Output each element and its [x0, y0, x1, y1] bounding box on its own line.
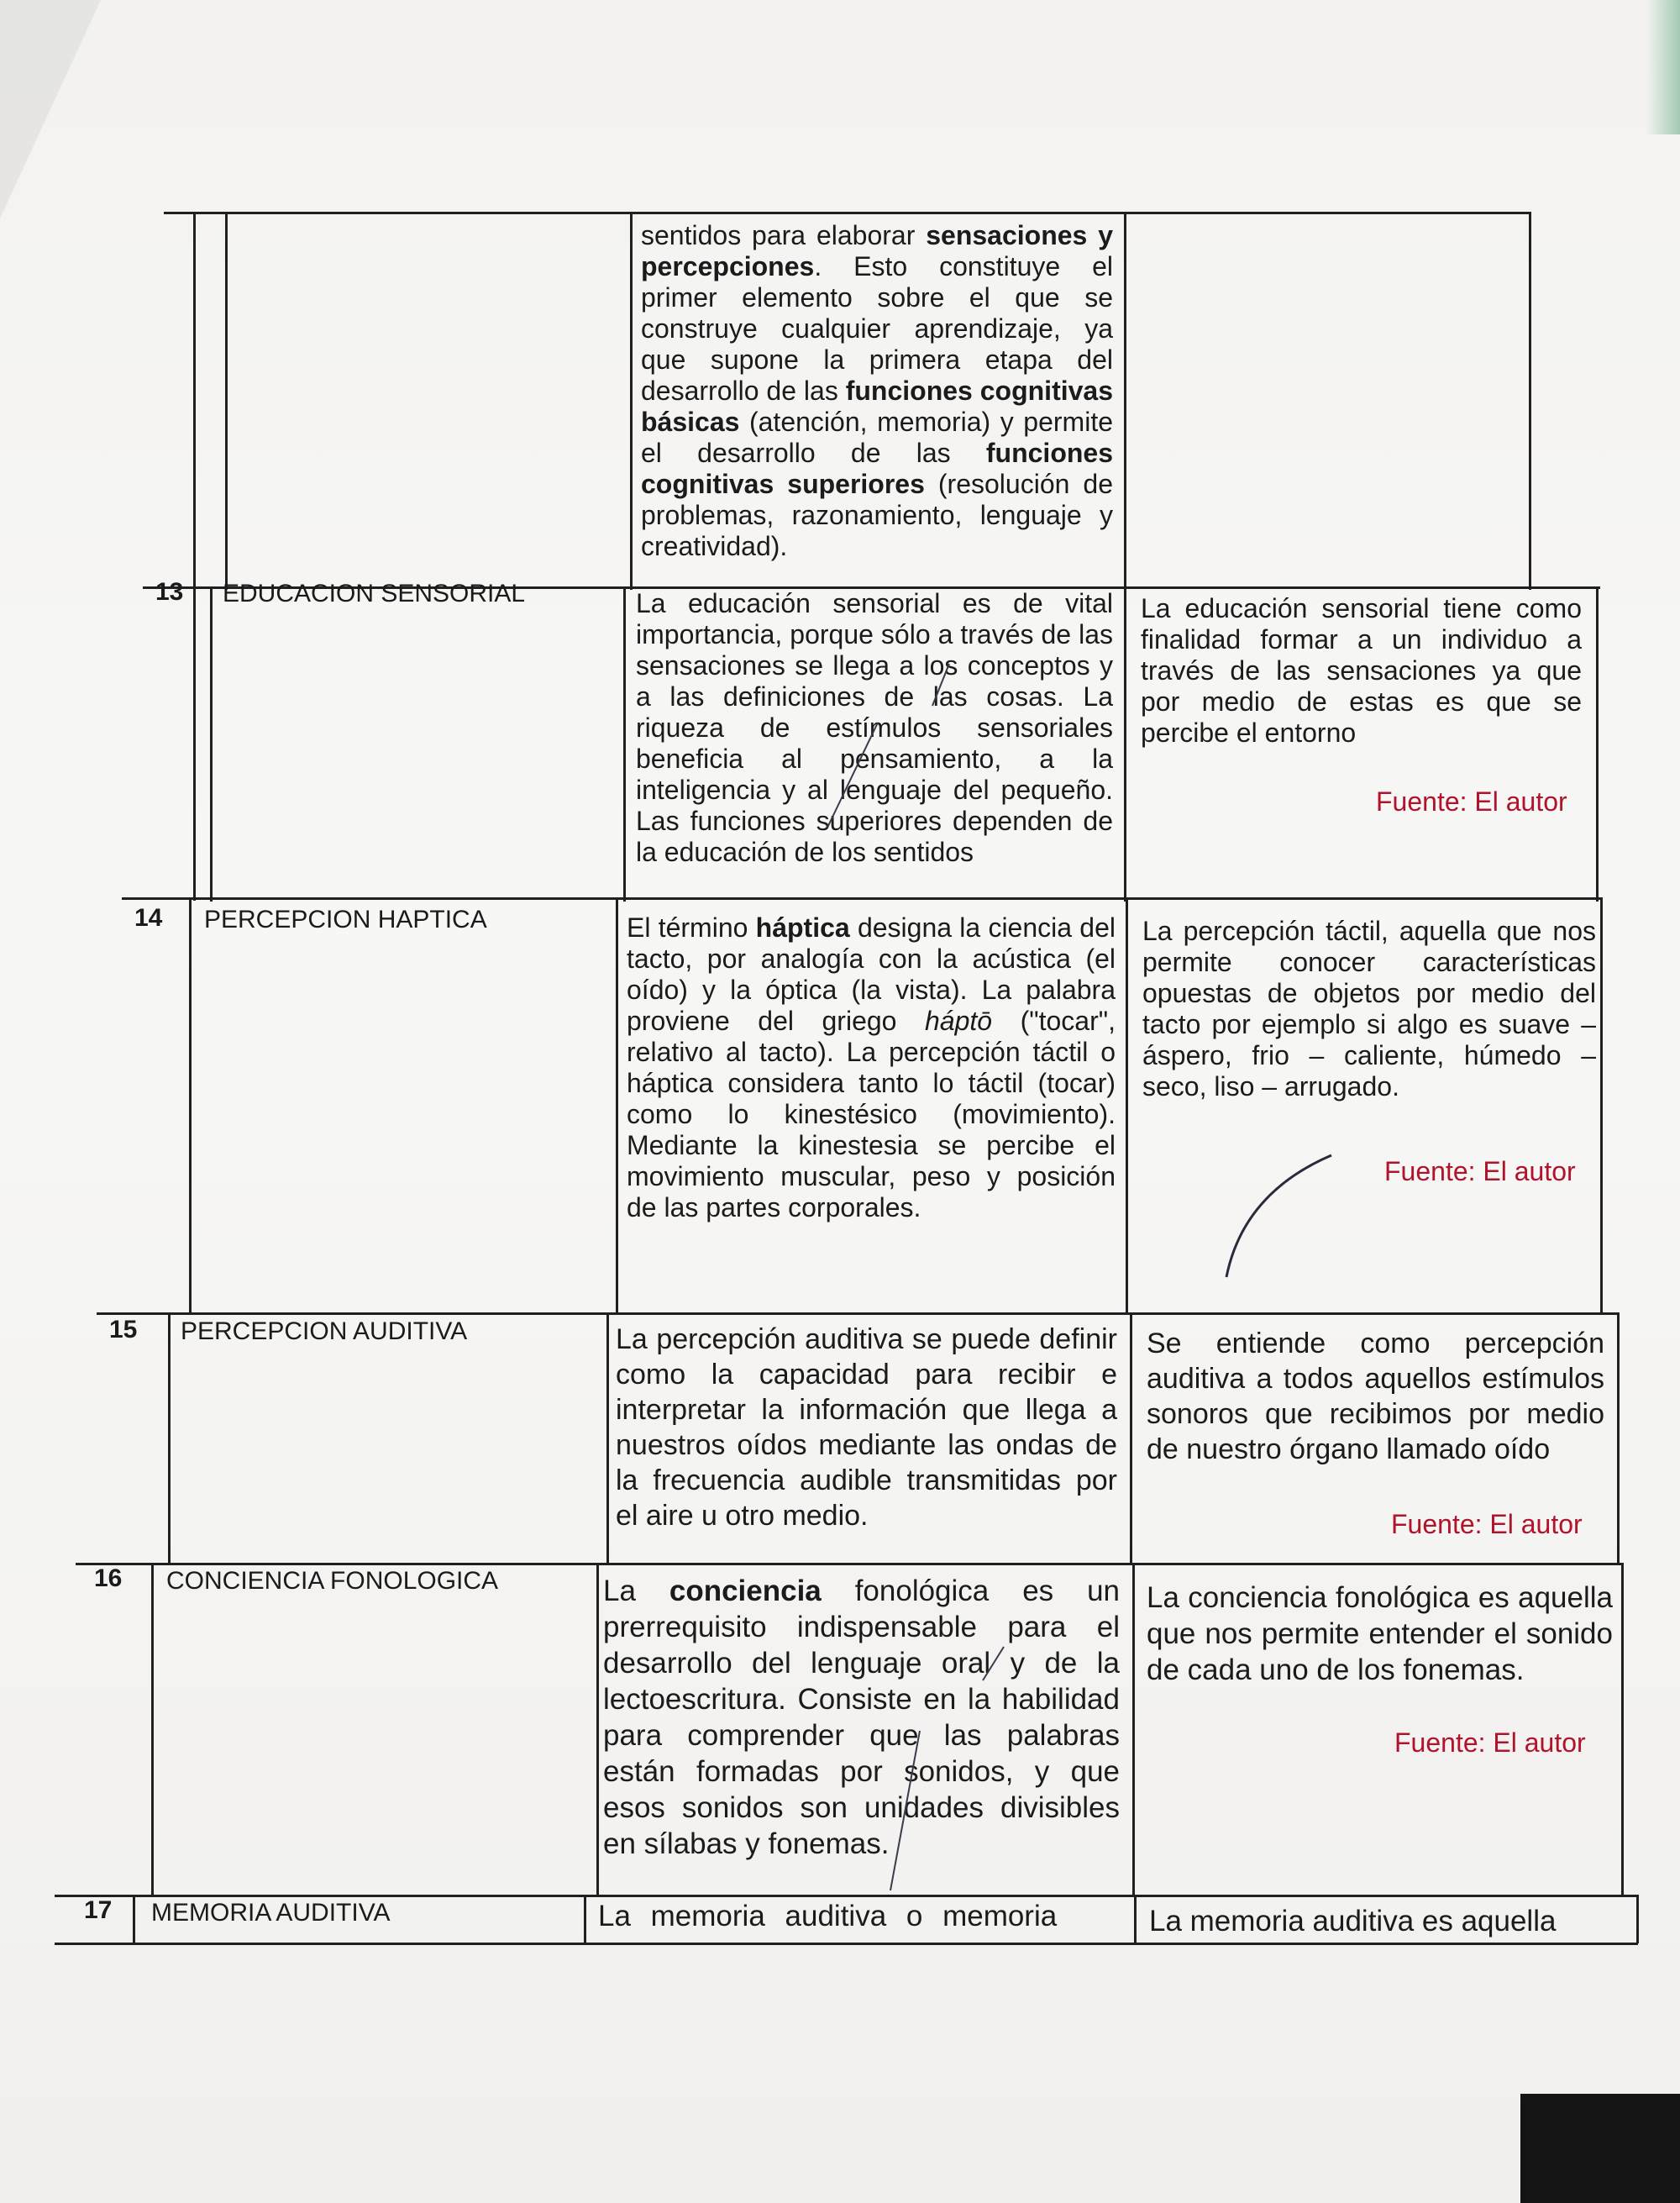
- table-rule: [1596, 586, 1599, 902]
- row-number: 14: [134, 904, 163, 932]
- table-rule: [1132, 1563, 1135, 1897]
- table-rule: [1124, 212, 1126, 590]
- table-rule: [151, 1563, 154, 1897]
- definition-text-run: La educación sensorial es de vital importancia, porque sólo a través de las sensaciones se llega a los conceptos y a las definiciones de las cosas. La riqueza de estímulos sensoriales beneficia al pensamiento, a la inteligencia y al lenguaje del pequeño. Las funciones superiores dependen de la educación de los sentidos: [636, 588, 1113, 867]
- own-definition-cell: La educación sensorial tiene como finalidad formar a un individuo a través de las sensaciones ya que por medio de estas es que se percibe el entorno: [1141, 593, 1582, 748]
- row-number: 16: [94, 1564, 123, 1592]
- table-rule: [596, 1563, 599, 1897]
- definition-text-run: ("tocar", relativo al tacto). La percepción táctil o háptica considera tanto lo táctil (tocar) como lo kinestésico (movimiento). Mediante la kinestesia se percibe el movimiento muscular, peso y posición de las partes corporales.: [627, 1006, 1116, 1222]
- table-rule: [55, 1943, 1638, 1945]
- table-rule: [122, 897, 1600, 900]
- own-definition-cell: La memoria auditiva es aquella: [1149, 1905, 1557, 1937]
- definition-text-run: La percepción auditiva se puede definir como la capacidad para recibir e interpretar la información que llega a nuestros oídos mediante las ondas de la frecuencia audible transmitidas por el aire u otro medio.: [616, 1323, 1117, 1532]
- table-rule: [1134, 1895, 1137, 1943]
- table-rule: [1124, 586, 1126, 902]
- own-definition-cell: La percepción táctil, aquella que nos permite conocer características opuestas de objetos por medio del tacto por ejemplo si algo es suave – áspero, frio – caliente, húmedo – seco, liso – arrugado.: [1142, 916, 1596, 1102]
- definition-cell: [627, 912, 1116, 1223]
- definition-text-run: El término: [627, 912, 756, 943]
- table-rule: [606, 1312, 609, 1564]
- source-label: Fuente: El autor: [1376, 786, 1567, 817]
- concept-name: PERCEPCION AUDITIVA: [181, 1317, 468, 1345]
- concept-name: EDUCACION SENSORIAL: [223, 580, 526, 607]
- row-number: 15: [109, 1316, 138, 1343]
- definition-text-run: sensaciones y percepciones: [641, 220, 1114, 281]
- table-rule: [225, 212, 228, 590]
- table-rule: [1621, 1563, 1624, 1897]
- definition-text-run: sentidos para elaborar: [641, 220, 927, 250]
- definition-text-run: designa la ciencia del tacto, por analogía con la acústica (el oído) y la óptica (la vista). La palabra proviene del griego: [627, 912, 1116, 1036]
- table-rule: [133, 1895, 135, 1943]
- table-rule: [1130, 1312, 1132, 1564]
- table-rule: [630, 212, 633, 590]
- table-rule: [584, 1895, 586, 1943]
- source-label: Fuente: El autor: [1394, 1727, 1586, 1758]
- definition-cell: [641, 220, 1113, 562]
- table-rule: [168, 1312, 171, 1564]
- definition-text-run: . Esto constituye el primer elemento sobre el que se construye cualquier aprendizaje, ya que supone la primera etapa del desarrollo de las: [641, 251, 1113, 406]
- definition-text-run: funciones cognitivas básicas: [641, 376, 1114, 437]
- definition-text-run: La memoria auditiva o memoria: [598, 1900, 1058, 1932]
- definition-cell: [636, 588, 1113, 868]
- definition-text-run: háptica: [755, 912, 850, 943]
- table-rule: [1600, 897, 1603, 1315]
- table-rule: [164, 212, 1529, 214]
- definition-text-run: (atención, memoria) y permite el desarrollo de las: [641, 407, 1113, 468]
- source-label: Fuente: El autor: [1384, 1156, 1576, 1186]
- definition-text-run: La: [603, 1575, 669, 1607]
- table-rule: [76, 1563, 1621, 1565]
- table-rule: [623, 586, 626, 902]
- table-rule: [55, 1895, 1638, 1897]
- row-number: 17: [84, 1896, 113, 1924]
- table-rule: [189, 897, 192, 1315]
- definition-cell: [616, 1322, 1117, 1533]
- definition-text-run: (resolución de problemas, razonamiento, lenguaje y creatividad).: [641, 469, 1113, 561]
- table-rule: [97, 1312, 1617, 1315]
- table-rule: [1617, 1312, 1620, 1564]
- definition-text-run: funciones cognitivas superiores: [641, 438, 1113, 499]
- table-rule: [1636, 1895, 1639, 1943]
- row-number: 13: [155, 578, 184, 606]
- own-definition-cell: Se entiende como percepción auditiva a todos aquellos estímulos sonoros que recibimos por medio de nuestro órgano llamado oído: [1147, 1328, 1604, 1465]
- table-rule: [616, 897, 618, 1315]
- definition-text-run: conciencia: [669, 1575, 822, 1607]
- source-label: Fuente: El autor: [1391, 1509, 1583, 1539]
- own-definition-cell: La conciencia fonológica es aquella que nos permite entender el sonido de cada uno de los fonemas.: [1147, 1581, 1613, 1686]
- table-rule: [210, 586, 213, 902]
- concept-name: MEMORIA AUDITIVA: [151, 1899, 391, 1927]
- definition-cell: [603, 1573, 1120, 1862]
- definition-text-run: fonológica es un prerrequisito indispensable para el desarrollo del lenguaje oral y de la lectoescritura. Consiste en la habilidad para comprender que las palabras están formadas por sonidos, y que esos sonidos son unidades divisibles en sílabas y fonemas.: [603, 1575, 1121, 1860]
- concept-name: PERCEPCION HAPTICA: [204, 906, 487, 933]
- table-rule: [1126, 897, 1128, 1315]
- definition-cell: [598, 1901, 1119, 1932]
- table-rule: [193, 212, 196, 901]
- concept-name: CONCIENCIA FONOLOGICA: [166, 1567, 499, 1595]
- table-rule: [1529, 212, 1531, 590]
- definition-text-run: háptō: [925, 1006, 993, 1036]
